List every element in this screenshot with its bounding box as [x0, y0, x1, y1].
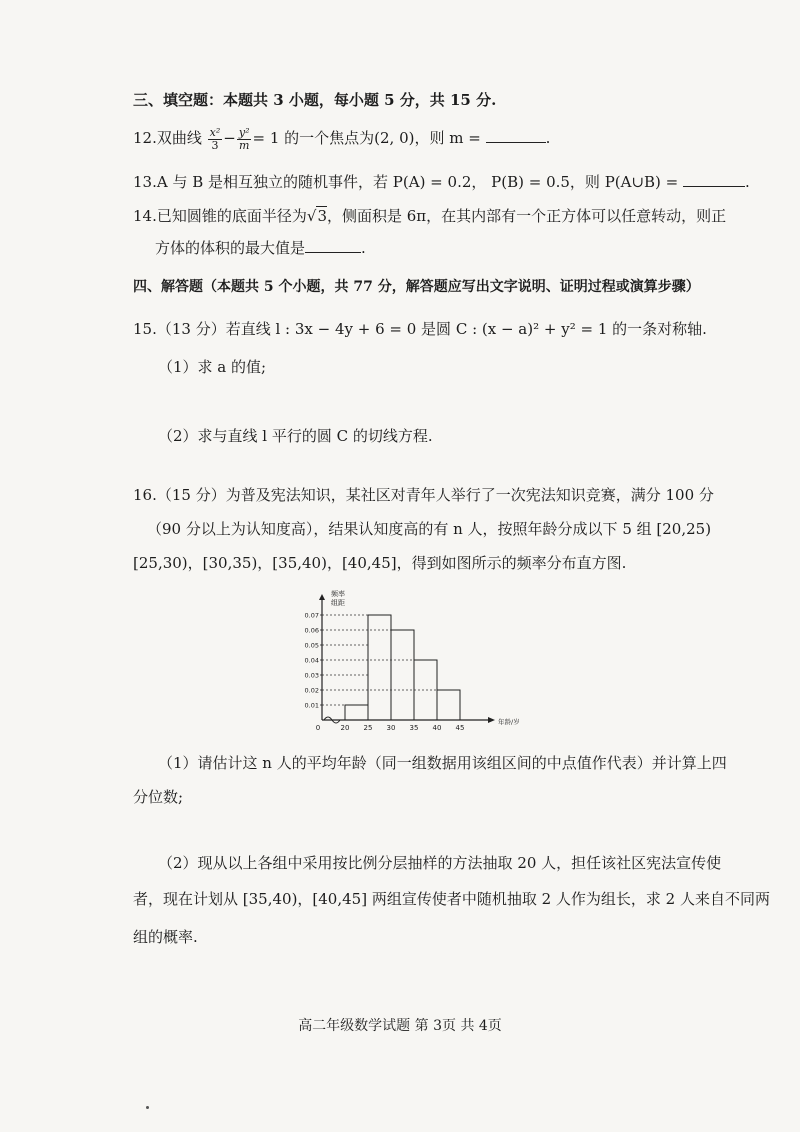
question-13 [133, 170, 750, 193]
q12-answer-blank[interactable] [486, 126, 546, 143]
q14-text-a: 已知圆锥的底面半径为 [156, 207, 307, 225]
question-14-line-2 [155, 236, 366, 259]
q12-frac1-num: x² [209, 125, 221, 139]
y-tick-label: 0.06 [304, 626, 319, 635]
q14-end: . [361, 239, 366, 257]
question-14-line-1: 14.已知圆锥的底面半径为√3，侧面积是 6π，在其内部有一个正方体可以任意转动，则正 [133, 207, 727, 225]
q12-fraction-y [237, 127, 252, 152]
y-axis-arrow [319, 594, 325, 600]
scan-speck [146, 1106, 149, 1109]
histogram-bar [414, 660, 437, 720]
y-tick-label: 0.03 [304, 671, 319, 680]
q12-end: . [545, 129, 551, 147]
q12-frac2-num: y² [238, 125, 250, 139]
x-axis-label: 年龄/岁 [498, 718, 520, 726]
question-16-line-2: （90 分以上为认知度高），结果认知度高的有 n 人，按照年龄分成以下 5 组 [20,25) [147, 520, 712, 538]
y-tick-label: 0.05 [304, 641, 319, 650]
q14-sqrt: 3 [317, 207, 327, 225]
q15-part-2: （2）求与直线 l 平行的圆 C 的切线方程. [158, 427, 433, 445]
x-tick-label: 45 [455, 724, 465, 732]
q14-number: 14. [133, 207, 157, 225]
q12-text-a: 双曲线 [156, 129, 202, 147]
q16-part-2-line-2: 者，现在计划从 [35,40)，[40,45] 两组宣传使者中随机抽取 2 人作为组长，求 2 人来自不同两 [133, 890, 770, 908]
y-tick-label: 0.02 [304, 686, 319, 695]
question-16-line-1: 16.（15 分）为普及宪法知识，某社区对青年人举行了一次宪法知识竞赛，满分 100 分 [133, 486, 714, 504]
y-label-bottom: 组距 [331, 599, 345, 607]
q12-frac2-den: m [238, 138, 250, 152]
q12-number: 12. [133, 129, 157, 147]
x-axis-arrow [488, 717, 495, 723]
section-3-heading: 三、填空题：本题共 3 小题，每小题 5 分，共 15 分. [133, 91, 497, 109]
q16-part-2-line-3: 组的概率. [133, 928, 198, 946]
question-16-line-3: [25,30)，[30,35)，[35,40)，[40,45]，得到如图所示的频率分布直方图. [133, 554, 627, 572]
q16-part-2-line-1: （2）现从以上各组中采用按比例分层抽样的方法抽取 20 人，担任该社区宪法宣传使 [158, 854, 722, 872]
q16-part-1-line-2: 分位数; [133, 788, 184, 806]
q15-number: 15. [133, 320, 157, 338]
q12-minus: − [223, 129, 236, 147]
x-tick-label: 35 [409, 724, 419, 732]
section-4-heading: 四、解答题（本题共 5 个小题，共 77 分，解答题应写出文字说明、证明过程或演算步骤） [133, 279, 700, 295]
question-15 [133, 318, 707, 340]
question-12 [133, 126, 550, 152]
q12-fraction-x [208, 127, 223, 152]
y-label-top: 频率 [331, 590, 345, 598]
q13-end: . [745, 173, 750, 191]
q14-text-b: ，侧面积是 6π，在其内部有一个正方体可以任意转动，则正 [326, 207, 727, 225]
x-tick-label: 20 [340, 724, 350, 732]
y-tick-label: 0.07 [304, 611, 319, 620]
q15-part-1: （1）求 a 的值; [158, 358, 267, 376]
x-tick-label: 30 [386, 724, 396, 732]
y-tick-label: 0.04 [304, 656, 319, 665]
histogram-bar [391, 630, 414, 720]
page-footer: 高二年级数学试题 第 3页 共 4页 [298, 1018, 502, 1034]
q14-answer-blank[interactable] [305, 236, 361, 253]
histogram-bar [345, 705, 368, 720]
x-tick-label: 40 [432, 724, 442, 732]
histogram-bar [437, 690, 460, 720]
y-tick-label: 0.01 [304, 701, 319, 710]
histogram-bar [368, 615, 391, 720]
x-tick-label: 25 [363, 724, 373, 732]
q13-number: 13. [133, 173, 157, 191]
q15-text: （13 分）若直线 l : 3x − 4y + 6 = 0 是圆 C : (x − a)² + y² = 1 的一条对称轴. [156, 320, 707, 338]
frequency-histogram [290, 588, 520, 738]
q12-frac1-den: 3 [211, 138, 219, 152]
q14-line2: 方体的体积的最大值是 [155, 239, 306, 257]
q12-text-b: = 1 的一个焦点为(2, 0)，则 m = [252, 129, 486, 147]
q13-answer-blank[interactable] [683, 170, 745, 187]
origin-label: 0 [315, 724, 321, 732]
q16-part-1-line-1: （1）请估计这 n 人的平均年龄（同一组数据用该组区间的中点值作代表）并计算上四 [158, 754, 727, 772]
q13-text: A 与 B 是相互独立的随机事件，若 P(A) = 0.2， P(B) = 0.5，则 P(A∪B) = [156, 173, 684, 191]
